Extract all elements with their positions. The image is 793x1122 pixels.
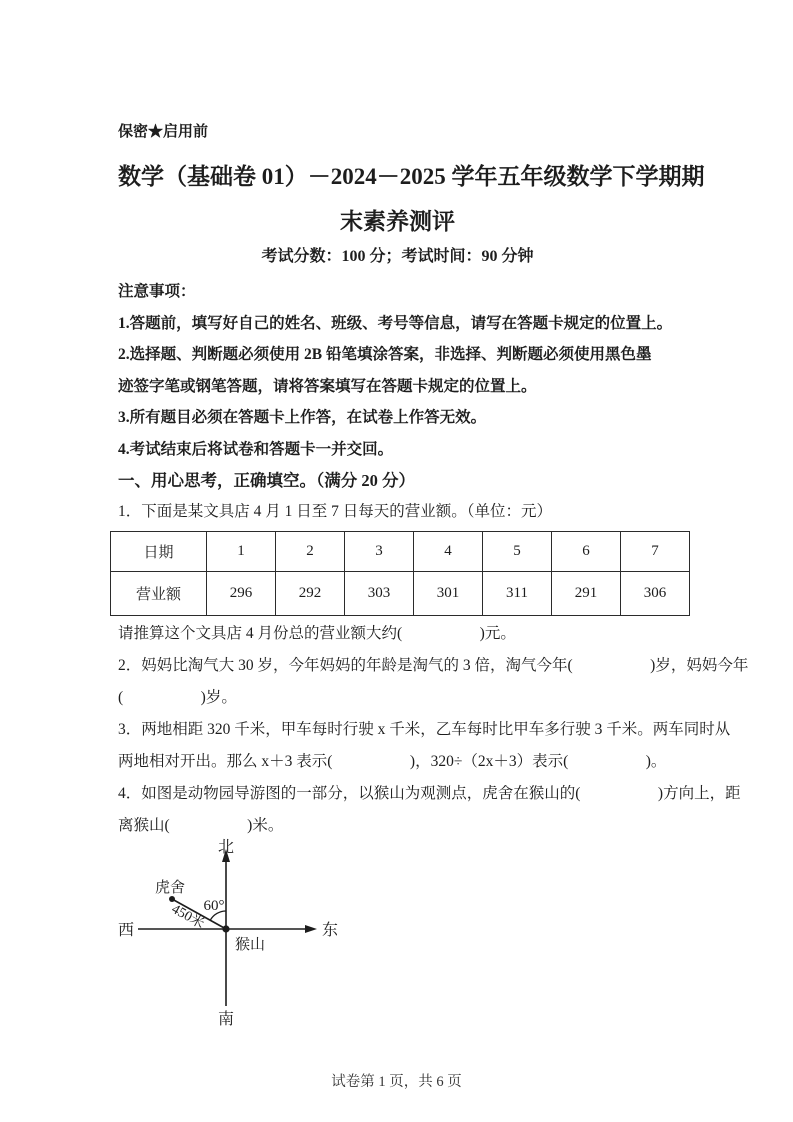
exam-title-line1: 数学（基础卷 01）－2024－2025 学年五年级数学下学期期 xyxy=(118,164,705,189)
north-label: 北 xyxy=(217,839,235,856)
page-content xyxy=(117,122,749,1032)
table-cell: 311 xyxy=(483,572,552,616)
note-line-2b: 迹签字笔或钢笔答题，请将答案填写在答题卡规定的位置上。 xyxy=(118,377,537,395)
question2-line1: 2．妈妈比淘气大 30 岁，今年妈妈的年龄是淘气的 3 倍，淘气今年( )岁，妈妈今年 xyxy=(118,657,749,674)
note-line-4: 4.考试结束后将试卷和答题卡一并交回。 xyxy=(118,440,394,458)
table-header-revenue: 营业额 xyxy=(111,572,207,616)
table-cell: 1 xyxy=(207,532,276,572)
note-line-3: 3.所有题目必须在答题卡上作答，在试卷上作答无效。 xyxy=(118,409,487,426)
monkey-mountain-label: 猴山 xyxy=(235,937,266,953)
question4-line1: 4．如图是动物园导游图的一部分，以猴山为观测点，虎舍在猴山的( )方向上，距 xyxy=(118,785,741,802)
exam-score-time-info: 考试分数：100 分；考试时间：90 分钟 xyxy=(261,248,534,265)
notes-section xyxy=(118,276,677,465)
section1-heading: 一、用心思考，正确填空。（满分 20 分） xyxy=(118,471,415,490)
question3-line2: 两地相对开出。那么 x＋3 表示( )，320÷（2x＋3）表示( )。 xyxy=(118,753,667,770)
exam-title-line2: 末素养测评 xyxy=(340,209,455,234)
south-label: 南 xyxy=(217,1011,235,1028)
table-row-date xyxy=(111,532,690,572)
distance-label: 450米 xyxy=(168,901,207,932)
question1-text: 1．下面是某文具店 4 月 1 日至 7 日每天的营业额。（单位：元） xyxy=(118,503,553,520)
table-cell: 5 xyxy=(483,532,552,572)
compass-direction-diagram xyxy=(108,836,368,1032)
table-cell: 2 xyxy=(276,532,345,572)
tiger-house-point xyxy=(169,896,175,902)
table-cell: 306 xyxy=(621,572,690,616)
daily-revenue-table xyxy=(110,531,690,616)
question4-line2: 离猴山( )米。 xyxy=(118,817,284,834)
table-header-date: 日期 xyxy=(111,532,207,572)
table-cell: 4 xyxy=(414,532,483,572)
question1-followup: 请推算这个文具店 4 月份总的营业额大约( )元。 xyxy=(118,625,516,642)
east-arrowhead-icon xyxy=(305,925,317,933)
table-cell: 296 xyxy=(207,572,276,616)
notes-heading: 注意事项： xyxy=(118,283,196,300)
tiger-house-label: 虎舍 xyxy=(154,880,186,896)
page-footer: 试卷第 1 页，共 6 页 xyxy=(331,1074,462,1090)
table-cell: 303 xyxy=(345,572,414,616)
east-label: 东 xyxy=(321,922,339,939)
monkey-mountain-point xyxy=(222,925,229,932)
secrecy-notice: 保密★启用前 xyxy=(118,124,209,140)
table-cell: 301 xyxy=(414,572,483,616)
question2-line2: ( )岁。 xyxy=(118,689,237,706)
question3-line1: 3．两地相距 320 千米，甲车每时行驶 x 千米，乙车每时比甲车多行驶 3 千米。两车同时从 xyxy=(118,721,731,738)
table-cell: 292 xyxy=(276,572,345,616)
table-cell: 7 xyxy=(621,532,690,572)
note-line-2a: 2.选择题、判断题必须使用 2B 铅笔填涂答案，非选择、判断题必须使用黑色墨 xyxy=(118,346,652,363)
table-row-revenue xyxy=(111,572,690,616)
angle-label: 60° xyxy=(203,898,225,914)
west-label: 西 xyxy=(117,922,135,939)
table-cell: 291 xyxy=(552,572,621,616)
exam-title xyxy=(118,154,705,244)
note-line-1: 1.答题前，填写好自己的姓名、班级、考号等信息，请写在答题卡规定的位置上。 xyxy=(118,314,673,332)
table-cell: 3 xyxy=(345,532,414,572)
table-cell: 6 xyxy=(552,532,621,572)
